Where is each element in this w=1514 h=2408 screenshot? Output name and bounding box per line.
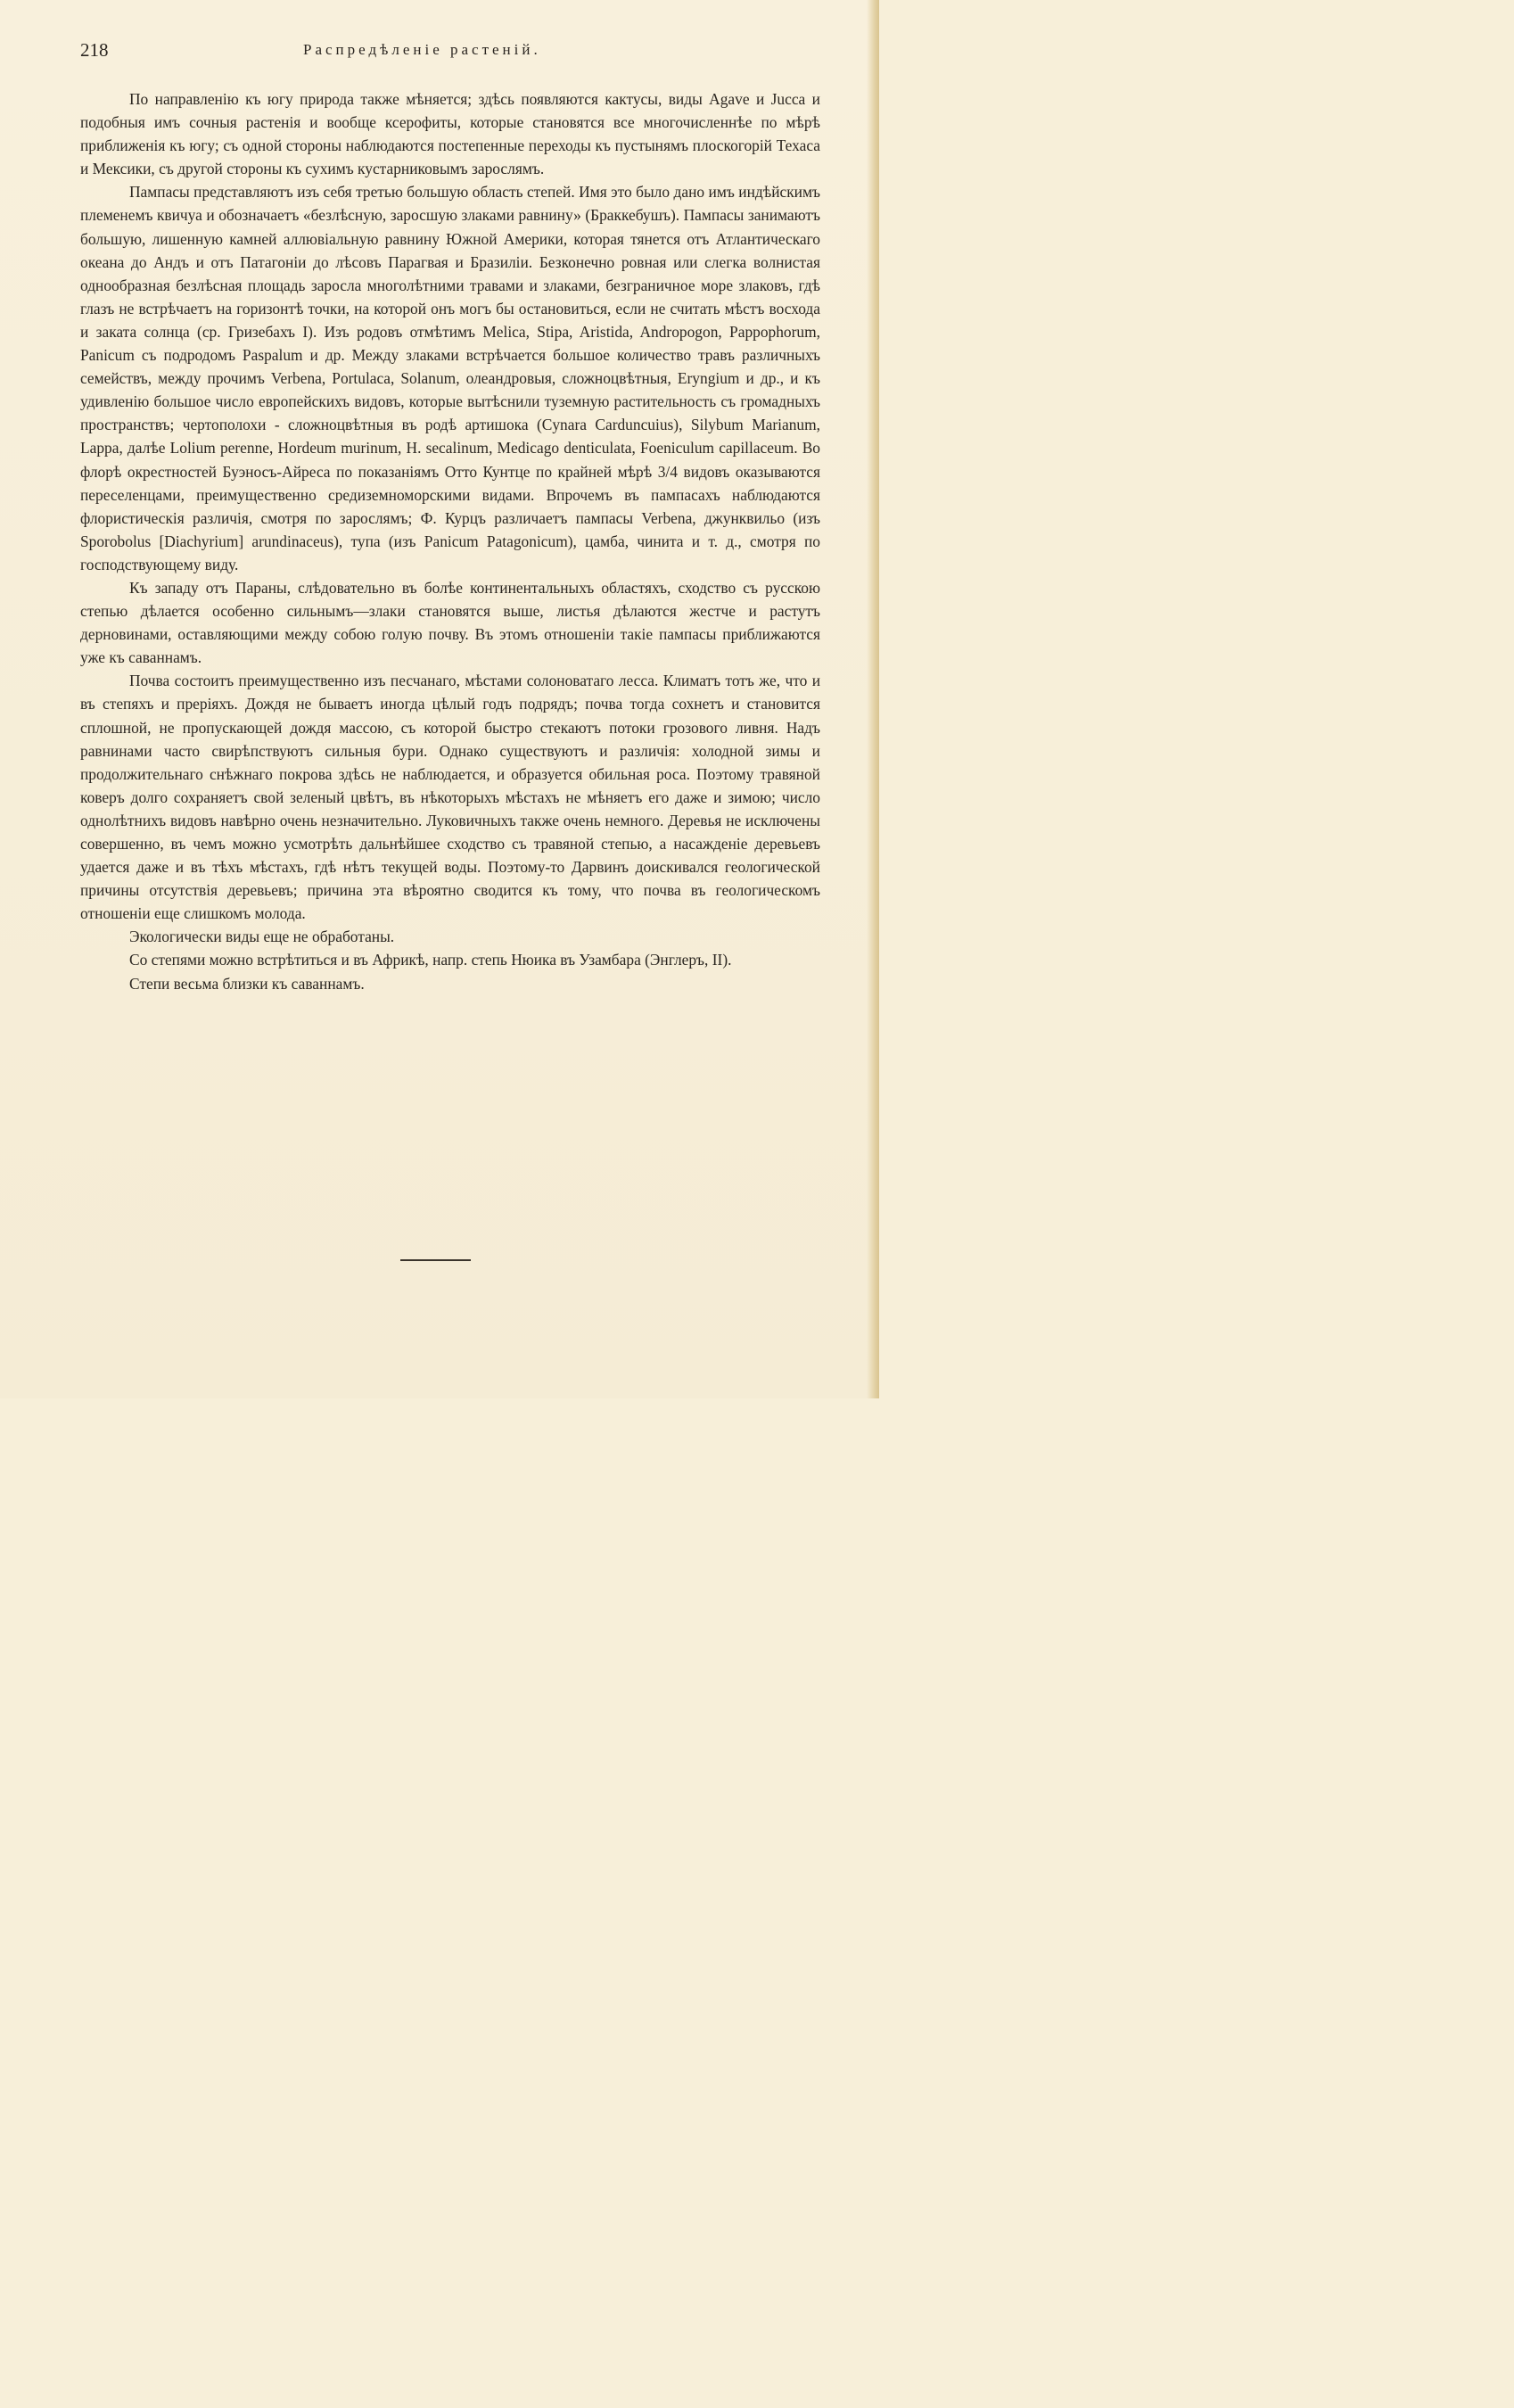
paragraph: Экологически виды еще не обработаны. — [129, 928, 395, 946]
page-edge — [867, 0, 879, 1398]
page-header — [80, 39, 820, 68]
page-body — [80, 87, 820, 995]
page-number: 218 — [80, 39, 109, 61]
paragraph: Степи весьма близки къ саваннамъ. — [129, 974, 365, 993]
paragraph: По направленію къ югу природа также мѣняется; здѣсь появляются кактусы, виды Agave и Jucca и подобныя имъ сочныя растенія и вообще ксерофиты, которые становятся все многочисленнѣе по мѣрѣ приближенія къ югу; съ одной стороны наблюдаются постепенные переходы къ пустынямъ плоскогорій Техаса и Мексики, съ другой стороны къ сухимъ кустарниковымъ зарослямъ. — [80, 90, 820, 178]
end-rule — [400, 1259, 471, 1261]
book-page — [0, 0, 879, 1398]
paragraph: Почва состоитъ преимущественно изъ песчанаго, мѣстами солоноватаго лесса. Климатъ тотъ же, что и въ степяхъ и преріяхъ. Дождя не бываетъ иногда цѣлый годъ подрядъ; почва тогда сохнетъ и становится сплошной, не пропускающей дождя массою, съ которой быстро стекаютъ потоки грозового ливня. Надъ равнинами часто свирѣпствуютъ сильныя бури. Однако существуютъ и различія: холодной зимы и продолжительнаго снѣжнаго покрова здѣсь не наблюдается, и образуется обильная роса. Поэтому травяной коверъ долго сохраняетъ свой зеленый цвѣтъ, въ нѣкоторыхъ мѣстахъ не мѣняетъ его даже и зимою; число однолѣтнихъ видовъ навѣрно очень незначительно. Луковичныхъ также очень немного. Деревья не исключены совершенно, въ чемъ можно усмотрѣть дальнѣйшее сходство съ травяной степью, а насажденіе деревьевъ удается даже и въ тѣхъ мѣстахъ, гдѣ нѣтъ текущей воды. Поэтому-то Дарвинъ доискивался геологической причины отсутствія деревьевъ; причина эта вѣроятно сводится къ тому, что почва въ геологическомъ отношеніи еще слишкомъ молода. — [80, 672, 820, 923]
paragraph: Пампасы представляютъ изъ себя третью большую область степей. Имя это было дано имъ индѣйскимъ племенемъ квичуа и обозначаетъ «безлѣсную, заросшую злаками равнину» (Браккебушъ). Пампасы занимаютъ большую, лишенную камней аллювіальную равнину Южной Америки, которая тянется отъ Атлантическаго океана до Андъ и отъ Патагоніи до лѣсовъ Парагвая и Бразиліи. Безконечно ровная или слегка волнистая однообразная безлѣсная площадь заросла многолѣтними травами и злаками, безграничное море злаковъ, гдѣ глазъ не встрѣчаетъ на горизонтѣ точки, на которой онъ могъ бы остановиться, если не считать мѣстъ восхода и заката солнца (ср. Гризебахъ I). Изъ родовъ отмѣтимъ Melica, Stipa, Aristida, Andropogon, Pappophorum, Panicum съ подродомъ Paspalum и др. Между злаками встрѣчается большое количество травъ различныхъ семействъ, между прочимъ Verbena, Portulaca, Solanum, олеандровыя, сложноцвѣтныя, Eryngium и др., и къ удивленію большое число европейскихъ видовъ, которые вытѣснили туземную растительность съ громадныхъ пространствъ; чертополохи - сложноцвѣтныя въ родѣ артишока (Cynara Carduncuіus), Silybum Marianum, Lappa, далѣе Lolium perenne, Hordeum murinum, H. secalinum, Medicago denticulata, Foeniculum capillaceum. Во флорѣ окрестностей Буэносъ-Айреса по показаніямъ Отто Кунтце по крайней мѣрѣ 3/4 видовъ оказываются переселенцами, преимущественно средиземноморскими видами. Впрочемъ въ пампасахъ наблюдаются флористическія различія, смотря по зарослямъ; Ф. Курцъ различаетъ пампасы Verbena, джунквильо (изъ Sporobolus [Diachyrium] arundinaceus), тупа (изъ Panicum Patagonicum), цамба, чинита и т. д., смотря по господствующему виду. — [80, 183, 820, 573]
paragraph: Со степями можно встрѣтиться и въ Африкѣ, напр. степь Нюика въ Узамбара (Энглеръ, II). — [129, 951, 732, 969]
running-title: Распредѣленіе растеній. — [303, 41, 541, 58]
paragraph: Къ западу отъ Параны, слѣдовательно въ болѣе континентальныхъ областяхъ, сходство съ русскою степью дѣлается особенно сильнымъ—злаки становятся выше, листья дѣлаются жестче и растутъ дерновинами, оставляющими между собою голую почву. Въ этомъ отношеніи такіе пампасы приближаются уже къ саваннамъ. — [80, 578, 820, 667]
